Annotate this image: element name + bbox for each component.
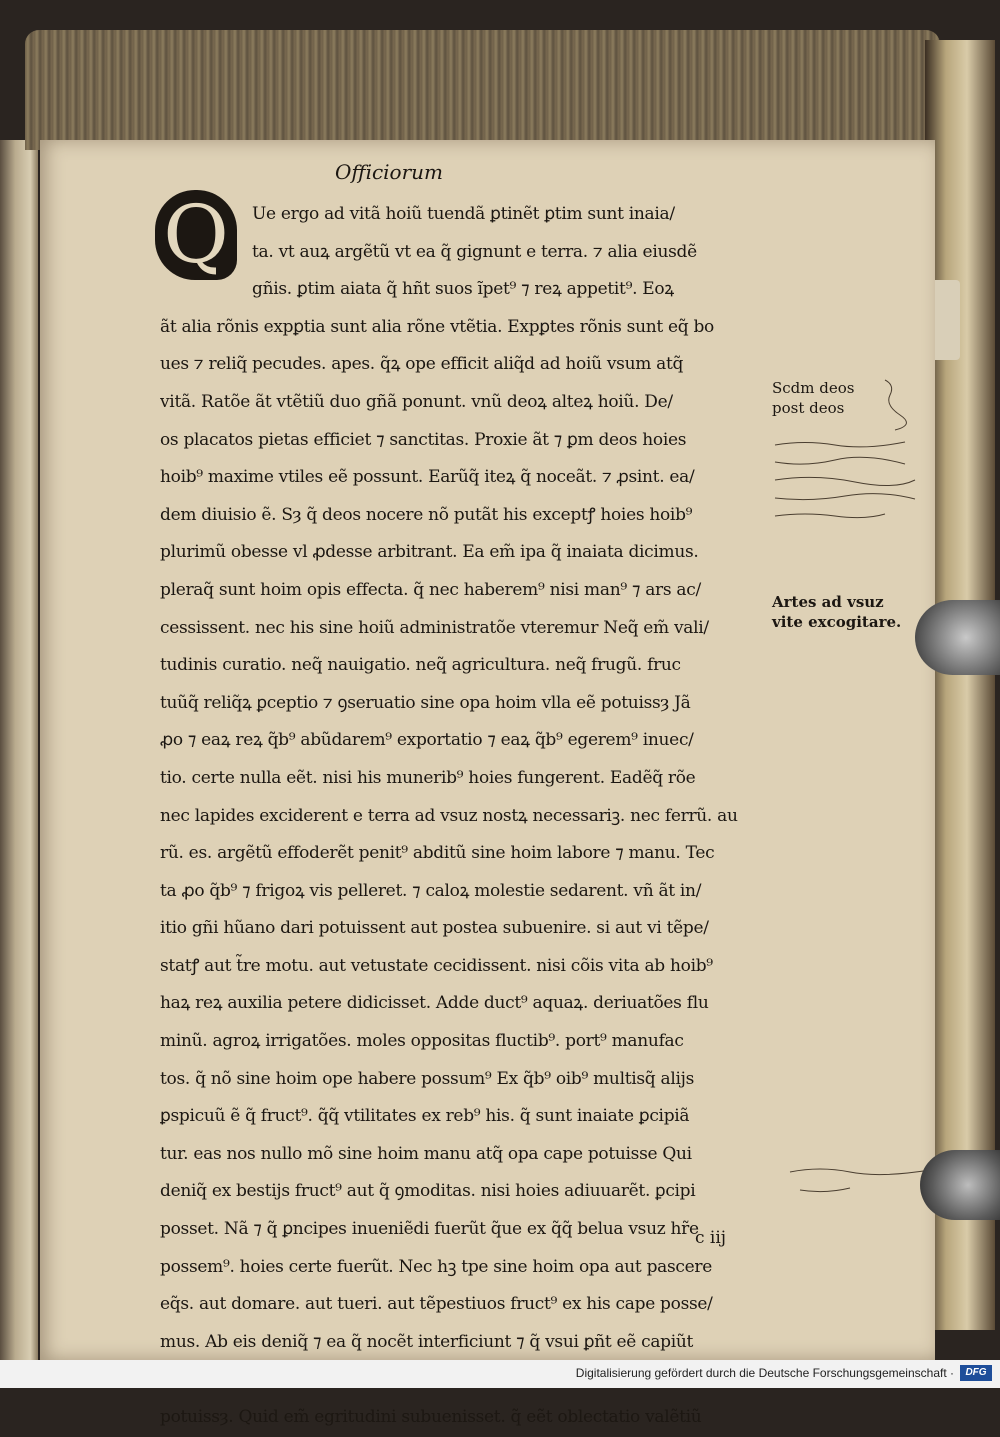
marginal-note-line: vite excogitare.: [772, 613, 902, 631]
text-line: eq̃s. aut domare. aut tueri. aut tẽpestiuos fruct⁹ ex his cape posse/: [160, 1294, 713, 1315]
text-line: posset. Nã ⁊ q̃ ꝑncipes inueniẽdi fuerũt q̃ue ex q̃q̃ belua vsuz hr̃e: [160, 1219, 699, 1240]
text-line: ues ⁊ reliq̃ pecudes. apes. q̃ꝝ ope efficit aliq̃d ad hoiũ vsum atq̃: [160, 354, 684, 375]
handwritten-annotation-scribble: [765, 370, 925, 550]
footer-bar: [0, 1360, 1000, 1388]
text-line: deniq̃ ex bestijs fruct⁹ aut q̃ ꝯmoditas. nisi hoies adiuuarẽt. ꝑcipi: [160, 1181, 696, 1202]
marginal-note-line: Artes ad vsuz: [772, 593, 884, 611]
text-line: pleraq̃ sunt hoim opis effecta. q̃ nec haberem⁹ nisi man⁹ ⁊ ars ac/: [160, 579, 701, 600]
text-line: gñis. ꝑtim aiata q̃ hñt suos ĩpet⁹ ⁊ reꝝ appetit⁹. Eoꝝ: [252, 279, 674, 300]
text-line: ta. vt auꝝ argẽtũ vt ea q̃ gignunt e terra. ⁊ alia eiusdẽ: [252, 241, 697, 262]
facing-page-edge: [0, 140, 38, 1360]
text-line: ãt alia rõnis expꝑtia sunt alia rõne vtẽtia. Expꝑtes rõnis sunt eq̃ bo: [160, 316, 714, 337]
text-line: itio gñi hũano dari potuissent aut postea subuenire. si aut vi tẽpe/: [160, 918, 709, 939]
book-fore-edge: [925, 40, 995, 1330]
running-head: Officiorum: [335, 160, 444, 184]
text-line: tuũq̃ reliq̃ꝝ ꝑceptio ⁊ ꝯseruatio sine opa hoim vlla eẽ potuissȝ Jã: [160, 692, 691, 713]
text-line: os placatos pietas efficiet ⁊ sanctitas. Proxie ãt ⁊ ꝑm deos hoies: [160, 429, 687, 450]
text-line: ta ꝓo q̃b⁹ ⁊ frigoꝝ vis pelleret. ⁊ caloꝝ molestie sedarent. vñ ãt in/: [160, 880, 702, 901]
dfg-logo: DFG: [960, 1365, 992, 1381]
signature-mark: c iij: [695, 1228, 727, 1248]
marginal-note-line: post deos: [772, 399, 845, 417]
page-clip-lower: [920, 1150, 1000, 1220]
book-top-edge: [25, 30, 940, 150]
text-line: plurimũ obesse vl ꝓdesse arbitrant. Ea em̃ ipa q̃ inaiata dicimus.: [160, 542, 699, 563]
text-line: rũ. es. argẽtũ effoderẽt penit⁹ abditũ sine hoim labore ⁊ manu. Tec: [160, 843, 715, 864]
text-line: tos. q̃ nõ sine hoim ope habere possum⁹ Ex q̃b⁹ oib⁹ multisq̃ alijs: [160, 1068, 694, 1089]
text-line: statꝭ aut t̃re motu. aut vetustate cecidissent. nisi cõis vita ab hoib⁹: [160, 955, 713, 976]
text-line: tudinis curatio. neq̃ nauigatio. neq̃ agricultura. neq̃ frugũ. fruc: [160, 655, 681, 676]
main-text-block: [160, 196, 770, 1437]
marginal-note-artes: [772, 592, 901, 632]
text-line: possem⁹. hoies certe fuerũt. Nec hꝫ tpe sine hoim opa aut pascere: [160, 1256, 712, 1277]
page-clip: [915, 600, 1000, 675]
text-line: mus. Ab eis deniq̃ ⁊ ea q̃ nocẽt interficiunt ⁊ q̃ vsui ꝑñt eẽ capiũt: [160, 1331, 694, 1352]
footer-credit: Digitalisierung gefördert durch die Deutsche Forschungsgemeinschaft ·: [575, 1366, 954, 1380]
text-line: vitã. Ratõe ãt vtẽtiũ duo gñã ponunt. vnũ deoꝝ alteꝝ hoiũ. De/: [160, 391, 673, 412]
text-line: ꝑspicuũ ẽ q̃ fruct⁹. q̃q̃ vtilitates ex reb⁹ his. q̃ sunt inaiate ꝑcipiã: [160, 1106, 690, 1127]
text-line: ꝓo ⁊ eaꝝ reꝝ q̃b⁹ abũdarem⁹ exportatio ⁊ eaꝝ q̃b⁹ egerem⁹ inuec/: [160, 730, 694, 751]
text-line: potuissȝ. Quid em̃ egritudini subuenisset. q̃ eẽt oblectatio valẽtiũ: [160, 1407, 702, 1427]
text-line: minũ. agroꝝ irrigatões. moles oppositas fluctib⁹. port⁹ manufac: [160, 1031, 684, 1052]
text-line: nec lapides exciderent e terra ad vsuz nostꝝ necessariꝫ. nec ferrũ. au: [160, 805, 738, 826]
text-line: hoib⁹ maxime vtiles eẽ possunt. Earũq̃ iteꝝ q̃ noceãt. ⁊ ꝓsint. ea/: [160, 467, 695, 488]
text-line: tio. certe nulla eẽt. nisi his munerib⁹ hoies fungerent. Eadẽq̃ rõe: [160, 767, 696, 788]
text-line: haꝝ reꝝ auxilia petere didicisset. Adde duct⁹ aquaꝝ. deriuatões flu: [160, 993, 709, 1014]
text-line: cessissent. nec his sine hoiũ administratõe vteremur Neq̃ em̃ vali/: [160, 617, 709, 638]
text-line: Ue ergo ad vitã hoiũ tuendã ꝑtinẽt ꝑtim sunt inaia/: [252, 204, 675, 224]
decorated-initial: Q: [155, 190, 237, 280]
handwritten-annotation-scribble-lower: [785, 1160, 935, 1210]
text-line: tur. eas nos nullo mõ sine hoim manu atq̃ opa cape potuisse Qui: [160, 1143, 692, 1164]
text-line: dem diuisio ẽ. Sȝ q̃ deos nocere nõ putãt his exceptꝭ hoies hoib⁹: [160, 504, 693, 525]
marginal-note-line: Scdm deos: [772, 379, 855, 397]
